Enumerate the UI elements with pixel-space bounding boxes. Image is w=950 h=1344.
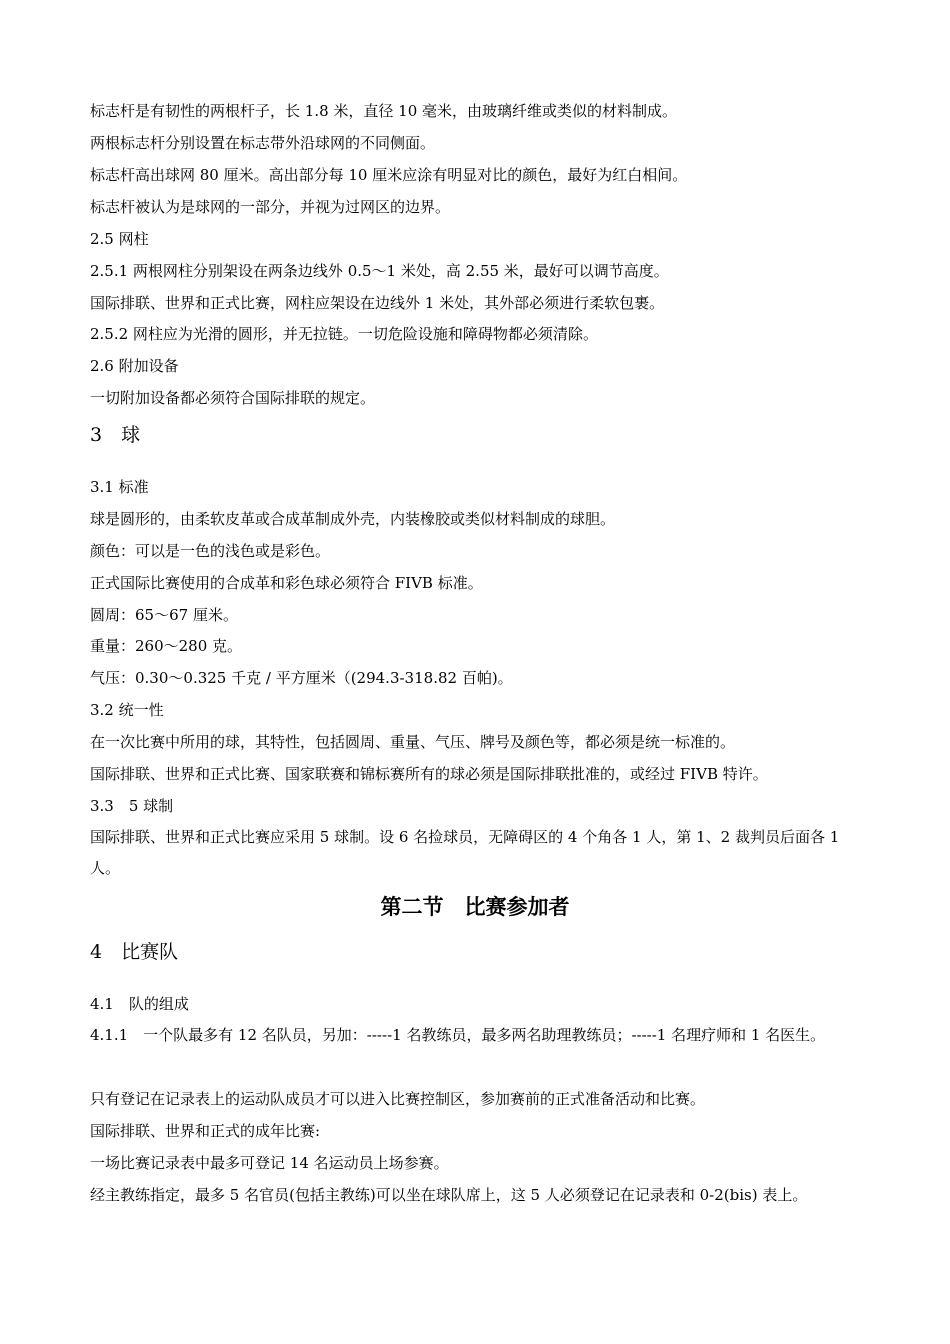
paragraph: 标志杆被认为是球网的一部分，并视为过网区的边界。 — [90, 198, 451, 216]
section-heading: 4 比赛队 — [90, 941, 179, 963]
subsection-heading: 3.3 5 球制 — [90, 797, 174, 815]
paragraph: 国际排联、世界和正式比赛应采用 5 球制。设 6 名捡球员，无障碍区的 4 个角各 1 人，第 1、2 裁判员后面各 1 人。 — [90, 828, 840, 877]
paragraph: 2.5.1 两根网柱分别架设在两条边线外 0.5～1 米处，高 2.55 米，最好可以调节高度。 — [90, 262, 669, 280]
paragraph: 两根标志杆分别设置在标志带外沿球网的不同侧面。 — [90, 134, 436, 152]
chapter-heading: 第二节 比赛参加者 — [380, 894, 570, 919]
paragraph: 国际排联、世界和正式比赛，网柱应架设在边线外 1 米处，其外部必须进行柔软包裹。 — [90, 294, 665, 312]
subsection-heading: 2.6 附加设备 — [90, 357, 179, 375]
subsection-heading: 4.1 队的组成 — [90, 995, 189, 1013]
paragraph: 一切附加设备都必须符合国际排联的规定。 — [90, 389, 376, 407]
paragraph: 标志杆是有韧性的两根杆子，长 1.8 米，直径 10 毫米，由玻璃纤维或类似的材料制成。 — [90, 102, 678, 120]
paragraph: 4.1.1 一个队最多有 12 名队员，另加：-----1 名教练员，最多两名助理教练员；-----1 名理疗师和 1 名医生。 — [90, 1026, 826, 1044]
paragraph: 气压：0.30～0.325 千克 / 平方厘米（(294.3-318.82 百帕)。 — [90, 669, 513, 687]
paragraph: 球是圆形的，由柔软皮革或合成革制成外壳，内装橡胶或类似材料制成的球胆。 — [90, 510, 616, 528]
subsection-heading: 3.2 统一性 — [90, 701, 164, 719]
paragraph: 一场比赛记录表中最多可登记 14 名运动员上场参赛。 — [90, 1154, 449, 1172]
paragraph: 颜色：可以是一色的浅色或是彩色。 — [90, 542, 331, 560]
subsection-heading: 3.1 标准 — [90, 478, 149, 496]
paragraph: 重量：260～280 克。 — [90, 637, 243, 655]
paragraph: 经主教练指定，最多 5 名官员(包括主教练)可以坐在球队席上，这 5 人必须登记在记录表和 0-2(bis) 表上。 — [90, 1186, 808, 1204]
paragraph: 正式国际比赛使用的合成革和彩色球必须符合 FIVB 标准。 — [90, 574, 483, 592]
paragraph: 国际排联、世界和正式的成年比赛: — [90, 1122, 321, 1140]
paragraph: 标志杆高出球网 80 厘米。高出部分每 10 厘米应涂有明显对比的颜色，最好为红白相间。 — [90, 166, 688, 184]
paragraph: 圆周：65～67 厘米。 — [90, 606, 238, 624]
paragraph: 2.5.2 网柱应为光滑的圆形，并无拉链。一切危险设施和障碍物都必须清除。 — [90, 325, 598, 343]
paragraph: 在一次比赛中所用的球，其特性，包括圆周、重量、气压、牌号及颜色等，都必须是统一标准的。 — [90, 733, 736, 751]
paragraph: 国际排联、世界和正式比赛、国家联赛和锦标赛所有的球必须是国际排联批准的，或经过 FIVB 特许。 — [90, 765, 768, 783]
paragraph: 只有登记在记录表上的运动队成员才可以进入比赛控制区，参加赛前的正式准备活动和比赛。 — [90, 1090, 706, 1108]
subsection-heading: 2.5 网柱 — [90, 230, 149, 248]
section-heading: 3 球 — [90, 424, 141, 446]
